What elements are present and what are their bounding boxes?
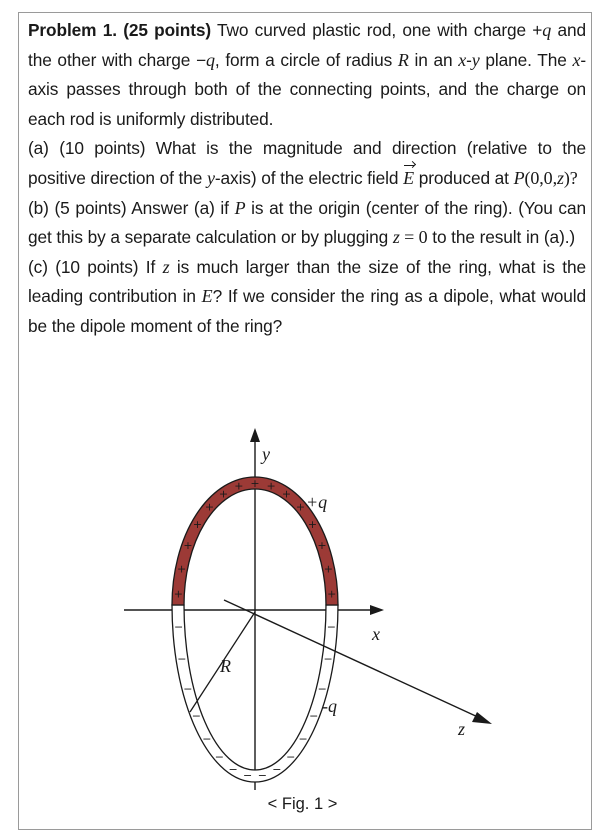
part-a-text: (a) (10 points) What is the magnitude and direction (relative to the positive direction of the — [28, 138, 586, 188]
plus-charge-icon: + — [234, 479, 244, 493]
minus-charge-icon: − — [242, 769, 253, 783]
math-equals-zero: = 0 — [399, 227, 428, 248]
intro-text: - — [466, 49, 472, 70]
problem-title: Problem 1. (25 points) — [28, 20, 212, 40]
math-z: z — [162, 256, 170, 277]
math-z: z — [556, 167, 564, 188]
plus-charge-icon: + — [327, 587, 337, 601]
plus-charge-icon: + — [323, 562, 334, 576]
part-a-text: produced at — [414, 167, 514, 188]
plus-charge-icon: + — [173, 587, 183, 601]
minus-charge-icon: − — [228, 762, 238, 776]
minus-charge-icon: − — [309, 709, 319, 723]
minus-charge-icon: − — [317, 682, 327, 696]
intro-text: in an — [408, 49, 459, 70]
minus-charge-icon: − — [272, 762, 282, 776]
minus-charge-icon: − — [177, 652, 187, 666]
plus-charge-icon: + — [250, 477, 260, 490]
plus-charge-icon: + — [176, 562, 187, 576]
part-c-text: is much larger than the size of the ring, what is the leading contribution in — [28, 256, 586, 307]
part-c-text: ? If we consider the ring as a dipole, what would be the dipole moment of the ring? — [28, 286, 586, 336]
label-minus-q: -q — [322, 696, 337, 716]
label-plus-q: +q — [306, 492, 328, 512]
part-b-text: to the result in (a).) — [427, 227, 576, 248]
math-z: z — [392, 227, 400, 248]
axis-label-z: z — [458, 719, 466, 739]
math-q: q — [206, 49, 215, 70]
math-coords-end: )? — [563, 167, 578, 188]
figure-caption: < Fig. 1 > — [267, 795, 338, 813]
math-P: P — [234, 197, 246, 218]
intro-text: -axis passes through both of the connecting points, and the charge on each rod is uniformly distributed. — [28, 49, 586, 129]
minus-charge-icon: − — [214, 750, 224, 764]
math-y: y — [471, 49, 480, 70]
math-y: y — [206, 167, 215, 188]
minus-charge-icon: − — [323, 652, 333, 666]
plus-charge-icon: + — [218, 487, 229, 501]
y-axis-arrow-icon — [250, 428, 260, 442]
minus-charge-icon: − — [183, 682, 193, 696]
intro-text: , form a circle of radius — [214, 49, 398, 70]
z-axis — [224, 600, 480, 718]
plus-charge-icon: + — [281, 487, 292, 501]
plus-charge-icon: + — [204, 500, 215, 514]
math-x: x — [458, 49, 467, 70]
minus-charge-icon: − — [326, 620, 337, 634]
plus-charge-icon: + — [192, 517, 203, 531]
minus-charge-icon: − — [173, 620, 184, 634]
minus-charge-icon: − — [191, 709, 201, 723]
intro-text: plane. The — [479, 49, 573, 70]
math-coords: (0,0, — [524, 167, 557, 188]
x-axis-arrow-icon — [370, 605, 384, 615]
plus-charge-icon: + — [317, 538, 327, 552]
minus-charge-icon: − — [286, 750, 296, 764]
math-E-vector: E — [403, 164, 414, 194]
math-R: R — [397, 49, 409, 70]
math-q: q — [542, 20, 552, 40]
part-b-text: (b) (5 points) Answer (a) if — [28, 197, 235, 218]
plus-charge-icon: + — [266, 479, 276, 493]
z-axis-arrow-icon — [472, 712, 492, 724]
math-P: P — [513, 167, 525, 188]
axis-label-y: y — [262, 444, 270, 464]
part-b-text: is at the origin (center of the ring). (You can get this by a separate calculation or by plugging — [28, 197, 586, 248]
axis-label-x: x — [372, 624, 380, 644]
minus-charge-icon: − — [257, 769, 268, 783]
math-E: E — [201, 286, 213, 307]
intro-text: and the other with charge − — [28, 20, 587, 70]
plus-charge-icon: + — [295, 500, 306, 514]
intro-text: Two curved plastic rod, one with charge + — [217, 20, 543, 40]
plus-charge-icon: + — [307, 517, 318, 531]
minus-charge-icon: − — [202, 732, 212, 746]
minus-charge-icon: − — [298, 732, 308, 746]
label-radius: R — [220, 656, 231, 676]
part-a-text: -axis) of the electric field — [214, 167, 404, 188]
plus-charge-icon: + — [183, 538, 193, 552]
part-c-text: (c) (10 points) If — [28, 256, 163, 277]
math-x: x — [572, 49, 581, 70]
